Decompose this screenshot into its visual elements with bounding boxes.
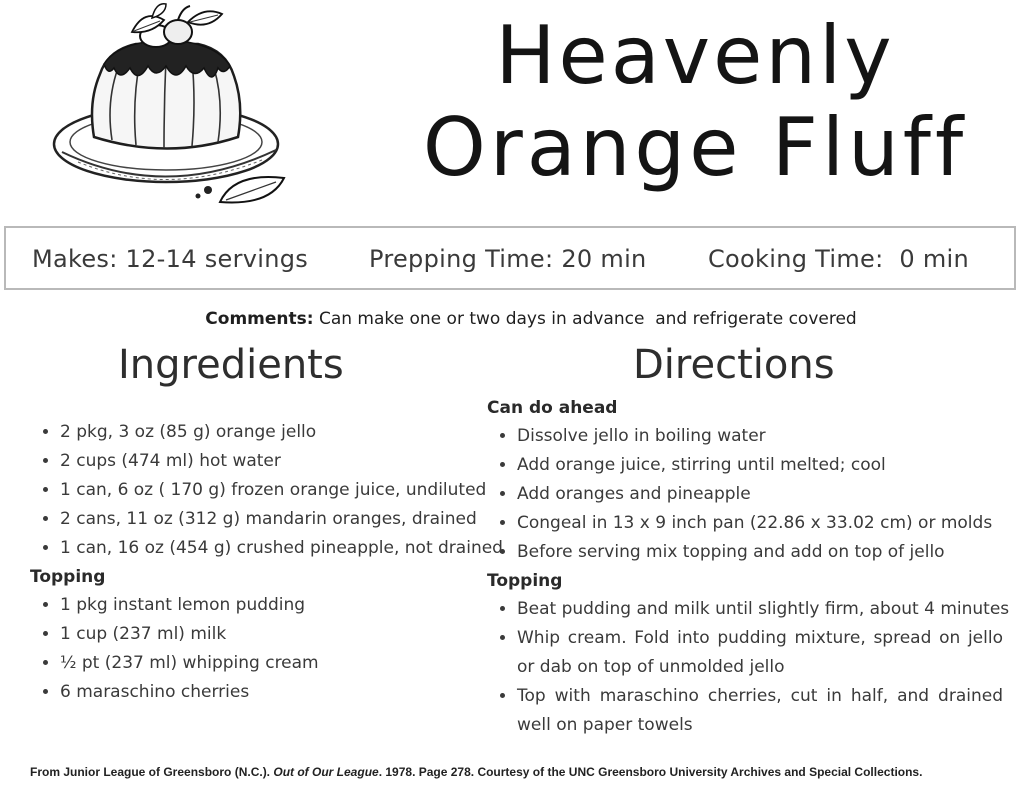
directions-column (487, 394, 1010, 740)
comments-line (0, 309, 1024, 329)
direction-step: • Add oranges and pineapple (517, 480, 1003, 509)
ingredient-item: • 1 can, 16 oz (454 g) crushed pineapple, not drained (60, 534, 480, 563)
source-footer (30, 765, 922, 779)
servings-info: Makes: 12-14 servings (32, 245, 309, 273)
comments-text: Can make one or two days in advance and refrigerate covered (313, 309, 857, 329)
direction-step: • Add orange juice, stirring until melted; cool (517, 451, 1003, 480)
ingredient-item: • 2 cups (474 ml) hot water (60, 447, 480, 476)
footer-source: From Junior League of Greensboro (N.C.). (30, 765, 274, 779)
title-line-2: Orange Fluff (422, 101, 968, 194)
comments-label: Comments: (205, 309, 314, 329)
can-do-ahead-heading: Can do ahead (487, 398, 618, 418)
topping-ingredient-item: • ½ pt (237 ml) whipping cream (60, 649, 480, 678)
topping-ingredient-item: • 6 maraschino cherries (60, 678, 480, 707)
topping-ingredient-item: • 1 pkg instant lemon pudding (60, 591, 480, 620)
directions-heading: Directions (633, 342, 835, 388)
topping-ingredients-list (30, 591, 480, 707)
recipe-info-bar (4, 226, 1016, 290)
directions-topping-heading: Topping (487, 571, 563, 591)
footer-credit: . 1978. Page 278. Courtesy of the UNC Greensboro University Archives and Special Collections. (378, 765, 923, 779)
dessert-illustration-icon (48, 2, 300, 212)
topping-step: • Beat pudding and milk until slightly firm, about 4 minutes (517, 595, 1003, 624)
direction-step: • Congeal in 13 x 9 inch pan (22.86 x 33.02 cm) or molds (517, 509, 1003, 538)
ingredients-heading: Ingredients (118, 342, 344, 388)
ingredient-item: • 2 pkg, 3 oz (85 g) orange jello (60, 418, 480, 447)
topping-steps-list (487, 595, 1010, 740)
title-line-1: Heavenly (495, 9, 895, 102)
ingredients-column (30, 418, 503, 707)
recipe-title (380, 10, 1010, 194)
ingredient-item: • 2 cans, 11 oz (312 g) mandarin oranges, drained (60, 505, 480, 534)
prep-time-info: Prepping Time: 20 min (369, 245, 647, 273)
ingredients-list (30, 418, 503, 563)
ahead-steps-list (487, 422, 1003, 567)
direction-step: • Dissolve jello in boiling water (517, 422, 1003, 451)
ingredients-topping-heading: Topping (30, 567, 106, 587)
ingredient-item: • 1 can, 6 oz ( 170 g) frozen orange juice, undiluted (60, 476, 480, 505)
topping-step: • Top with maraschino cherries, cut in half, and drained well on paper towels (517, 682, 1003, 740)
topping-ingredient-item: • 1 cup (237 ml) milk (60, 620, 480, 649)
topping-step: • Whip cream. Fold into pudding mixture, spread on jello or dab on top of unmolded jello (517, 624, 1003, 682)
direction-step: • Before serving mix topping and add on top of jello (517, 538, 1003, 567)
footer-book-title: Out of Our League (273, 765, 379, 779)
cook-time-info: Cooking Time: 0 min (708, 245, 969, 273)
